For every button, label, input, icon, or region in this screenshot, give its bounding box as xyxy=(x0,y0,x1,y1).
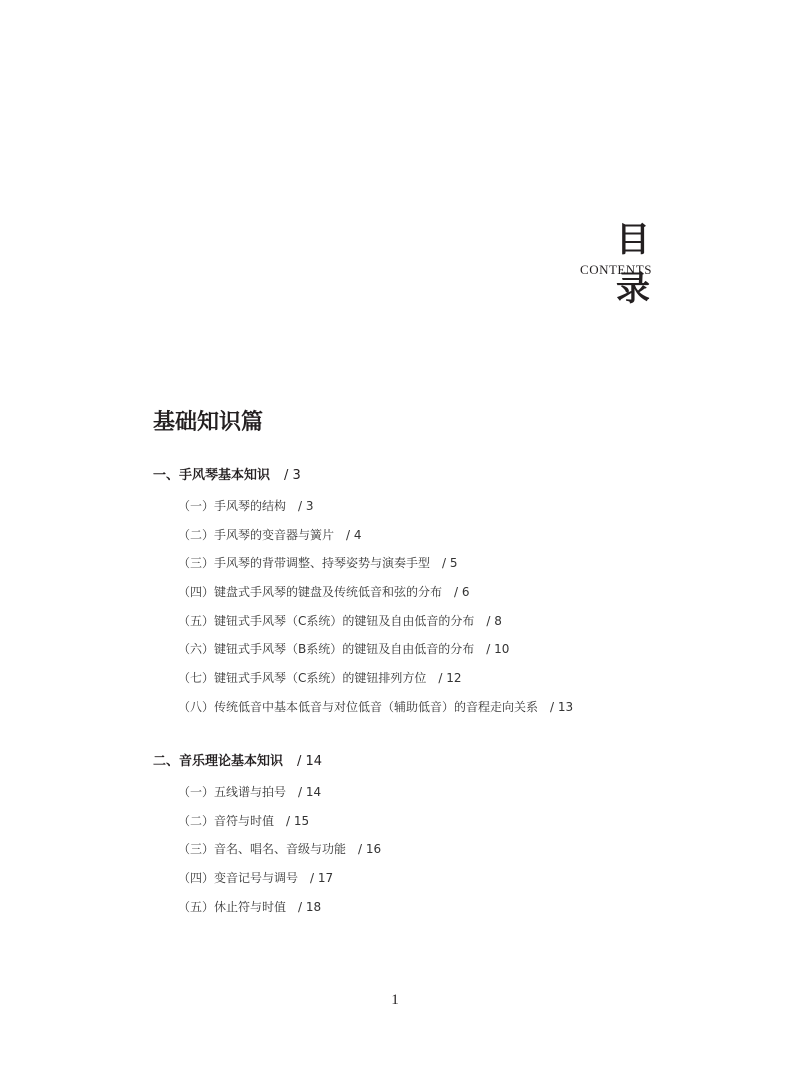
section-list xyxy=(178,778,381,921)
toc-entry[interactable] xyxy=(178,607,573,636)
toc-entry-page: / 13 xyxy=(550,699,574,714)
toc-entry-title: （二）音符与时值 xyxy=(178,813,275,828)
chapter-title: 一、手风琴基本知识 xyxy=(153,468,271,483)
toc-entry-page: / 6 xyxy=(454,585,470,600)
toc-entry[interactable] xyxy=(178,807,381,836)
toc-entry[interactable] xyxy=(178,664,573,693)
toc-entry[interactable] xyxy=(178,492,573,521)
toc-entry-page: / 3 xyxy=(298,499,314,513)
toc-entry-title: （六）键钮式手风琴（B系统）的键钮及自由低音的分布 xyxy=(178,642,475,657)
toc-entry-title: （五）键钮式手风琴（C系统）的键钮及自由低音的分布 xyxy=(178,613,475,628)
toc-entry[interactable] xyxy=(178,864,381,893)
toc-title: 目 录 xyxy=(616,220,676,309)
chapter-heading[interactable] xyxy=(153,464,301,483)
toc-entry-title: （三）手风琴的背带调整、持琴姿势与演奏手型 xyxy=(178,556,431,571)
toc-entry-page: / 14 xyxy=(298,785,322,799)
toc-entry-title: （八）传统低音中基本低音与对位低音（辅助低音）的音程走向关系 xyxy=(178,699,539,714)
toc-entry-page: / 8 xyxy=(486,613,502,628)
toc-entry[interactable] xyxy=(178,521,573,550)
toc-entry-page: / 16 xyxy=(358,842,382,857)
toc-entry[interactable] xyxy=(178,578,573,607)
toc-entry-page: / 5 xyxy=(442,556,458,571)
toc-entry[interactable] xyxy=(178,549,573,578)
section-list xyxy=(178,492,573,722)
toc-entry-title: （五）休止符与时值 xyxy=(178,899,287,914)
toc-entry-title: （四）变音记号与调号 xyxy=(178,871,299,886)
chapter-heading[interactable] xyxy=(153,750,322,769)
toc-entry[interactable] xyxy=(178,693,573,722)
toc-entry-title: （二）手风琴的变音器与簧片 xyxy=(178,527,335,542)
toc-entry-page: / 15 xyxy=(286,813,310,828)
toc-entry-title: （四）键盘式手风琴的键盘及传统低音和弦的分布 xyxy=(178,585,443,600)
page-number: 1 xyxy=(391,992,399,1008)
toc-entry[interactable] xyxy=(178,893,381,922)
toc-entry-title: （一）五线谱与拍号 xyxy=(178,785,287,799)
toc-entry-title: （七）键钮式手风琴（C系统）的键钮排列方位 xyxy=(178,671,427,686)
toc-subtitle: CONTENTS xyxy=(580,262,652,277)
toc-entry[interactable] xyxy=(178,778,381,807)
chapter-title: 二、音乐理论基本知识 xyxy=(153,754,284,769)
toc-entry[interactable] xyxy=(178,635,573,664)
chapter-page-ref: / 3 xyxy=(284,468,301,483)
toc-entry[interactable] xyxy=(178,835,381,864)
toc-entry-page: / 12 xyxy=(438,671,462,686)
chapter-page-ref: / 14 xyxy=(297,754,323,769)
toc-entry-title: （一）手风琴的结构 xyxy=(178,499,287,513)
toc-entry-page: / 4 xyxy=(346,527,362,542)
toc-entry-page: / 17 xyxy=(310,871,334,886)
toc-entry-title: （三）音名、唱名、音级与功能 xyxy=(178,842,347,857)
toc-entry-page: / 10 xyxy=(486,642,510,657)
part-title: 基础知识篇 xyxy=(153,410,264,435)
toc-entry-page: / 18 xyxy=(298,899,322,914)
